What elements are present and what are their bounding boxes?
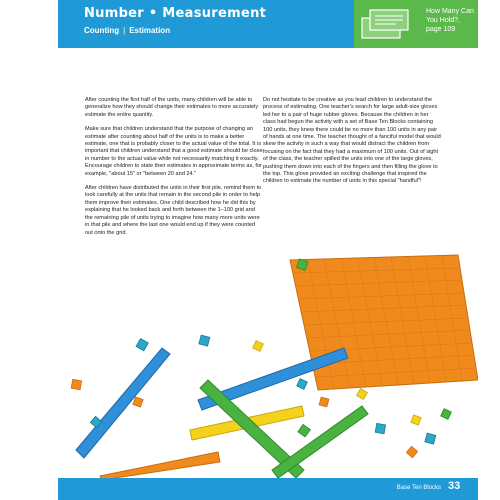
paragraph: After counting the first half of the units, many children will be able to generalize how they should change their estimates to more accurately estimate the entire quantity.: [85, 97, 259, 118]
activity-badge: [354, 0, 478, 48]
activity-reference: How Many Can You Hold?, page 109: [426, 8, 474, 33]
body-column-right: [263, 97, 441, 193]
page-title: Number • Measurement: [84, 6, 267, 21]
paragraph: Make sure that children understand that the purpose of changing an estimate after counting about half of the units is to make a better estimate, one that is probably closer to the actual value of the total. It is important that children understand that a good estimate should be close in number to the actual value while not necessarily matching it exactly. Encourage children to state their estimates in approximate terms as, for example, "about 15" or "between 20 and 24.": [85, 126, 263, 177]
footer-bar: [58, 478, 478, 500]
paragraph: After children have distributed the units in their first pile, remind them to look carefully at the units that remain in the second pile in order to help them improve their estimates. One child described how he did this by explaining that he looked back and forth between the 1–100 grid and the remaining pile of units trying to imagine how many more units were in that pile and where the last one would end up if they were counted out onto the grid.: [85, 185, 262, 236]
activity-cards-icon: [360, 6, 420, 42]
topic-separator: |: [123, 26, 126, 35]
topic-estimation: Estimation: [129, 26, 171, 35]
header-bar: [58, 0, 354, 48]
paragraph: Do not hesitate to be creative as you lead children to understand the process of estimating. One teacher's search for large adult-size gloves led her to a pair of huge rubber gloves. Because the children in her class had begun the activity with a set of Base Ten Blocks containing 100 units, they knew there could be no more than 100 units in any pair of hands at one time. The teacher thought of a fanciful model that would skew the activity in such a way that would distract the children from focusing on the fact that they had a maximum of 100 units. Out of sight of the class, the teacher spilled the units into one of the large gloves, pushing them down into each of the fingers and then filling the glove to the top. This glove provided an exciting challenge that inspired the children to estimate the number of units in this special "handful"!: [263, 97, 441, 185]
topic-counting: Counting: [84, 26, 120, 35]
rod-orange: [100, 452, 220, 480]
base-ten-blocks-illustration: [58, 230, 478, 480]
topic-subtitle: [84, 26, 170, 35]
footer-label: Base Ten Blocks: [396, 485, 441, 491]
page-number: 33: [448, 480, 461, 492]
body-column-left: [85, 97, 263, 244]
rod-blue-1: [76, 348, 170, 458]
orange-flat-block: [290, 255, 478, 390]
